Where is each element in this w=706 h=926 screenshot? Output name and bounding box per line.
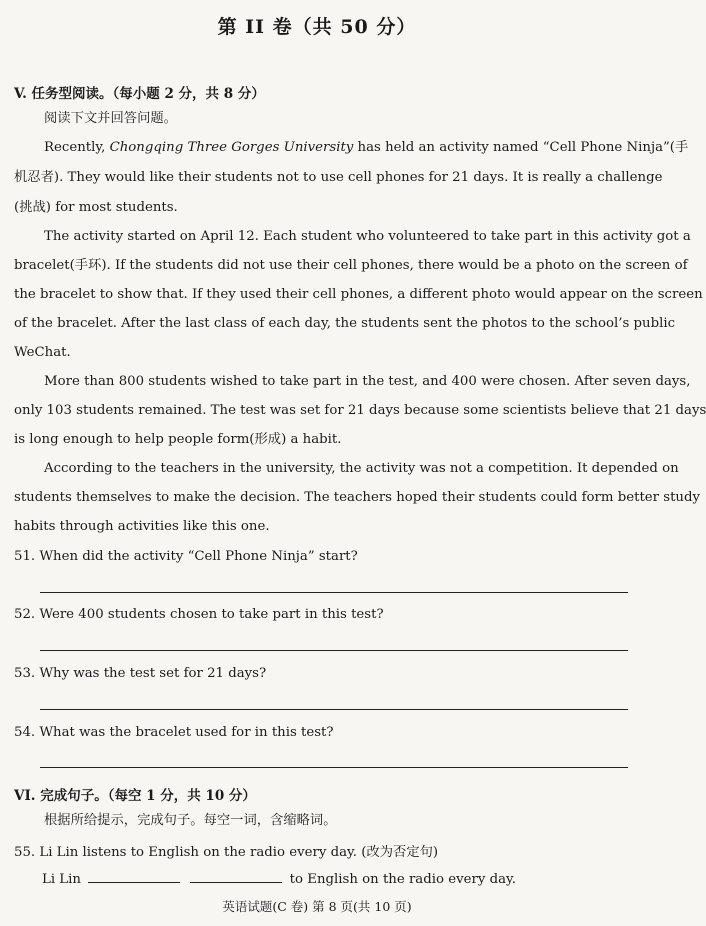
passage-line: bracelet(手环). If the students did not use their cell phones, there would be a photo on the screen of [14,258,688,273]
question-55: 55. Li Lin listens to English on the radio every day. (改为否定句) [14,845,439,860]
passage-line: Recently, Chongqing Three Gorges University has held an activity named “Cell Phone Ninja”(手 [44,140,689,155]
passage-line: of the bracelet. After the last class of each day, the students sent the photos to the school’s public [14,316,676,331]
passage-line: More than 800 students wished to take part in the test, and 400 were chosen. After seven days, [44,374,691,389]
answer-line-53[interactable] [40,709,628,710]
section-5-instruction: 阅读下文并回答问题。 [44,111,177,126]
passage-line: (挑战) for most students. [14,200,178,215]
question-51: 51. When did the activity “Cell Phone Ninja” start? [14,549,358,564]
answer-line-51[interactable] [40,592,628,593]
section-5-heading: V. 任务型阅读。（每小题 2 分，共 8 分） [14,86,265,102]
passage-line: is long enough to help people form(形成) a habit. [14,432,342,447]
page-footer: 英语试题(C 卷) 第 8 页(共 10 页) [222,899,412,914]
section-6-heading: VI. 完成句子。（每空 1 分，共 10 分） [14,788,256,804]
passage-line: students themselves to make the decision. The teachers hoped their students could form better study [14,490,701,505]
passage-line: The activity started on April 12. Each student who volunteered to take part in this activity got a [44,229,691,244]
question-55-sentence: Li Lin to English on the radio every day. [42,872,516,887]
passage-line: 机忍者). They would like their students not to use cell phones for 21 days. It is really a challenge [14,170,663,185]
answer-line-54[interactable] [40,767,628,768]
passage-line: the bracelet to show that. If they used their cell phones, a different photo would appear on the screen [14,287,703,302]
question-54: 54. What was the bracelet used for in this test? [14,725,334,740]
passage-line: WeChat. [14,345,71,360]
question-52: 52. Were 400 students chosen to take part in this test? [14,607,384,622]
fill-blank-1[interactable] [88,870,180,883]
page-title: 第 II 卷（共 50 分） [217,16,417,38]
passage-line: habits through activities like this one. [14,519,270,534]
section-6-instruction: 根据所给提示，完成句子。每空一词，含缩略词。 [44,813,337,828]
university-name: Chongqing Three Gorges University [109,140,354,155]
fill-blank-2[interactable] [190,870,282,883]
passage-line: only 103 students remained. The test was set for 21 days because some scientists believe that 21 days [14,403,706,418]
question-53: 53. Why was the test set for 21 days? [14,666,267,681]
answer-line-52[interactable] [40,650,628,651]
passage-line: According to the teachers in the university, the activity was not a competition. It depended on [44,461,679,476]
